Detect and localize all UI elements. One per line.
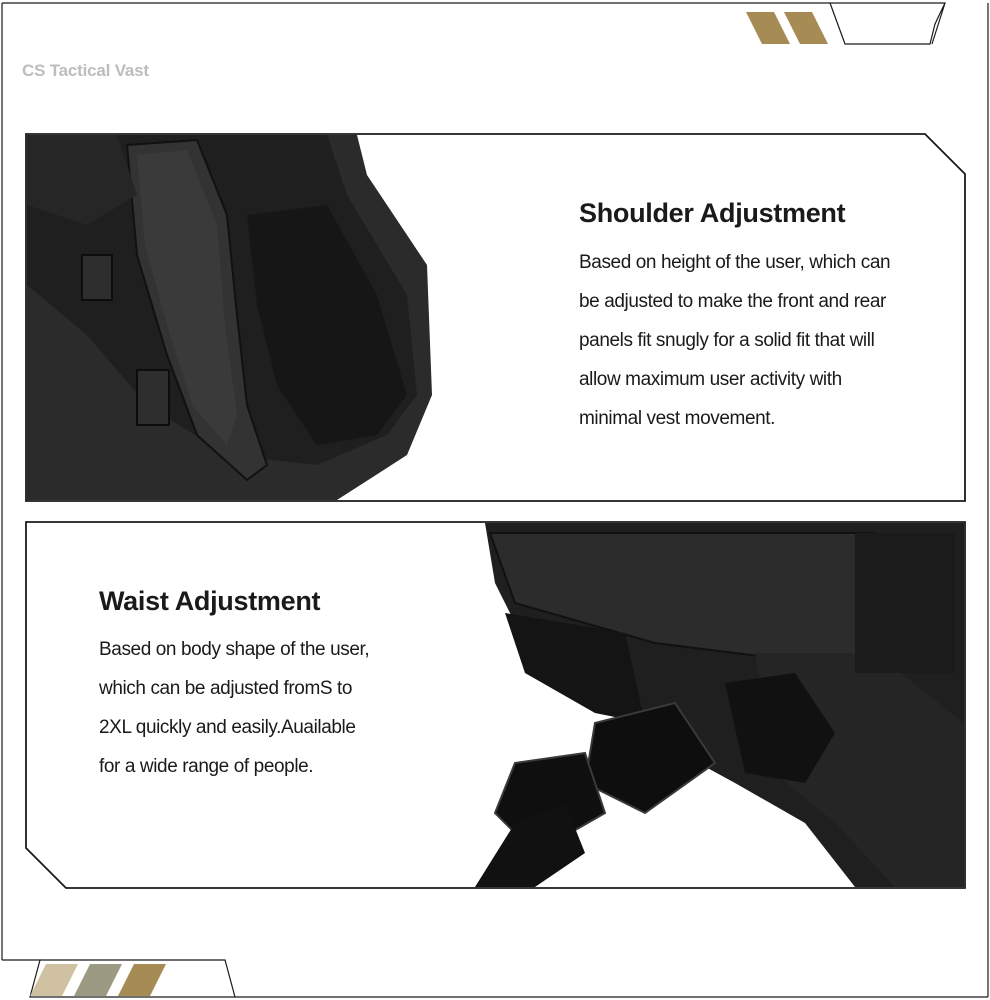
shoulder-heading: Shoulder Adjustment	[579, 198, 846, 228]
shoulder-body-line: minimal vest movement.	[579, 408, 776, 429]
shoulder-body-line: be adjusted to make the front and rear	[579, 291, 886, 312]
waist-body-line: for a wide range of people.	[99, 756, 314, 777]
shoulder-body-line: allow maximum user activity with	[579, 369, 842, 390]
waist-heading: Waist Adjustment	[99, 586, 321, 616]
waist-buckle-photo	[475, 523, 964, 887]
waist-body-line: 2XL quickly and easily.Auailable	[99, 717, 356, 738]
shoulder-body-line: Based on height of the user, which can	[579, 252, 891, 273]
waist-body-line: Based on body shape of the user,	[99, 639, 370, 660]
waist-body-line: which can be adjusted fromS to	[99, 678, 353, 699]
brand-name: CS Tactical Vast	[22, 61, 149, 80]
shoulder-body-line: panels fit snugly for a solid fit that will	[579, 330, 875, 351]
